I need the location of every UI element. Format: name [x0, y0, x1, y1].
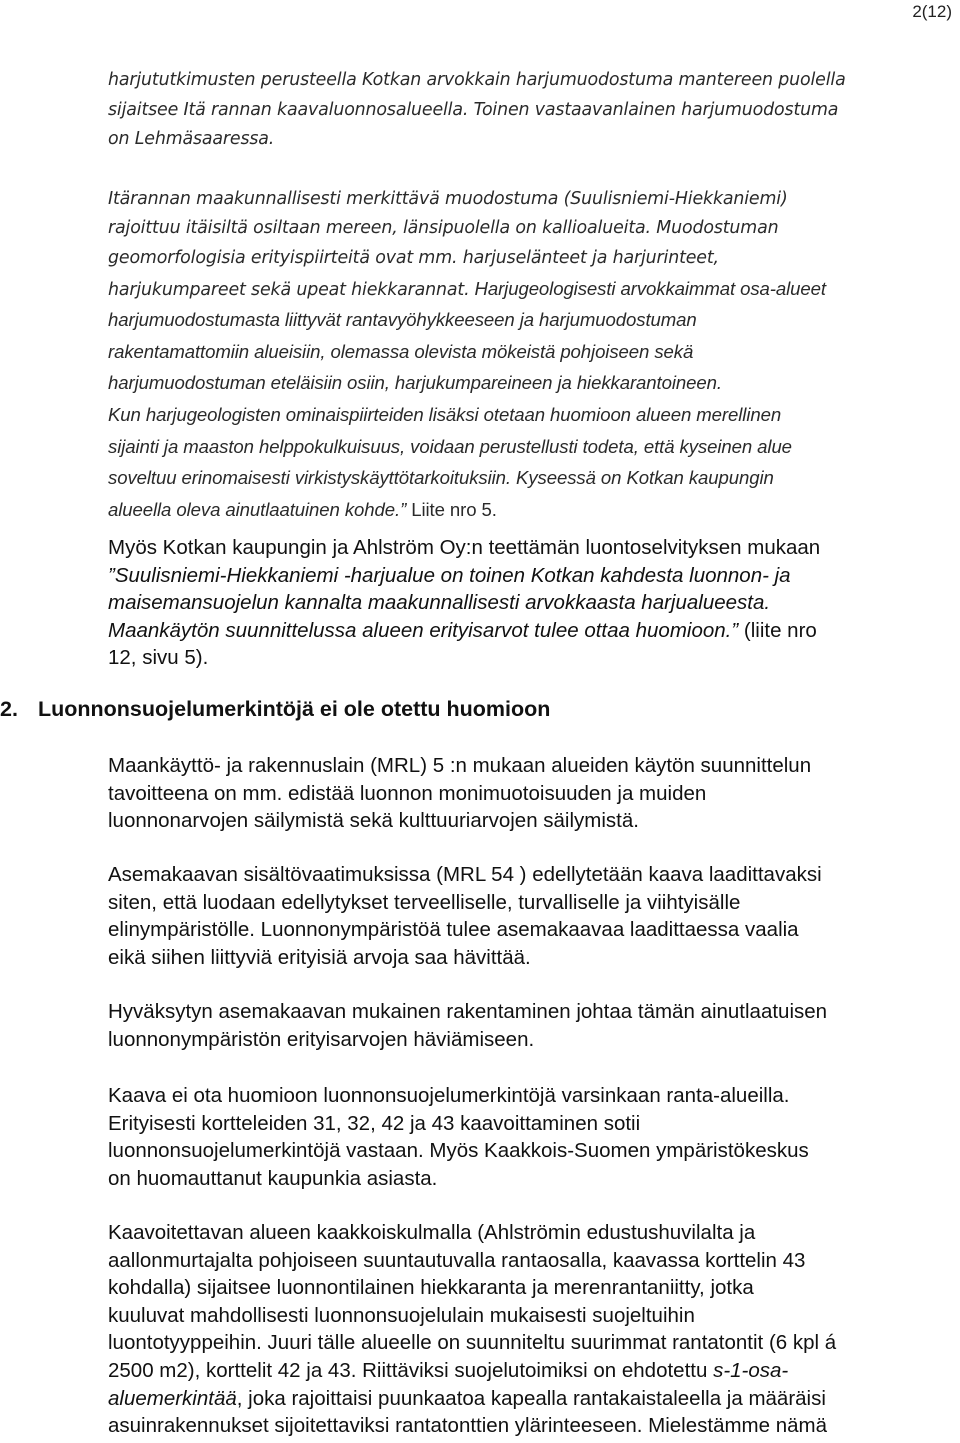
text-line: Erityisesti kortteleiden 31, 32, 42 ja 43 kaavoittaminen sotii	[108, 1111, 641, 1135]
text-line: Harjugeologisesti arvokkaimmat osa-alueet	[469, 277, 826, 299]
text-line: aallonmurtajalta pohjoiseen suuntautuvalla rantaosalla, kaavassa korttelin 43	[108, 1248, 806, 1272]
text-line: Kaava ei ota huomioon luonnonsuojelumerkintöjä varsinkaan ranta-alueilla.	[108, 1084, 790, 1107]
quoted-excerpt	[108, 66, 948, 526]
text-line: , joka rajoittaisi puunkaatoa kapealla rantakaistaleella ja määräisi	[236, 1386, 826, 1410]
text-line: luonnonympäristön erityisarvojen häviämiseen.	[108, 1027, 535, 1051]
text-line: Maankäyttö- ja rakennuslain (MRL) 5 :n mukaan alueiden käytön suunnittelun	[108, 754, 812, 777]
text-line: tavoitteena on mm. edistää luonnon monimuotoisuuden ja muiden	[108, 781, 707, 805]
text-line: (liite nro	[738, 618, 817, 642]
text-line: luontotyyppeihin. Juuri tälle alueelle on suunniteltu suurimmat rantatontit (6 kpl á	[108, 1331, 837, 1355]
paragraph-ranta-alueet	[108, 1082, 948, 1192]
text-line: rakentamattomiin alueisiin, olemassa olevista mökeistä pohjoiseen sekä	[108, 340, 694, 362]
quote-paragraph-2	[108, 185, 948, 527]
text-line: luonnonarvojen säilymistä sekä kulttuuriarvojen säilymistä.	[108, 809, 639, 833]
section-number: 2.	[0, 697, 18, 721]
paragraph-luontoselvitys	[108, 534, 948, 672]
attachment-reference: Liite nro 5.	[406, 498, 497, 520]
text-line: 2500 m2), korttelit 42 ja 43. Riittäviksi suojelutoimiksi on ehdotettu	[108, 1358, 714, 1382]
text-line: alueella oleva ainutlaatuinen kohde.”	[108, 498, 407, 520]
text-line: geomorfologisia erityispiirteitä ovat mm. harjuselänteet ja harjurinteet,	[108, 247, 719, 268]
text-line: siten, että luodaan edellytykset terveelliselle, turvalliselle ja viihtyisälle	[108, 890, 741, 914]
quoted-line: ”Suulisniemi-Hiekkaniemi -harjualue on toinen Kotkan kahdesta luonnon- ja	[108, 563, 791, 587]
text-line: harjumuodostuman eteläisiin osiin, harjukumpareineen ja hiekkarantoineen.	[108, 372, 722, 394]
text-line: on Lehmäsaaressa.	[108, 129, 275, 150]
text-line: Kaavoitettavan alueen kaakkoiskulmalla (Ahlströmin edustushuvilalta ja	[108, 1221, 756, 1244]
paragraph-kaakkoiskulma	[108, 1219, 958, 1440]
text-line: 12, sivu 5).	[108, 646, 209, 670]
italic-term: aluemerkintää	[108, 1386, 237, 1410]
text-line: harjukumpareet sekä upeat hiekkarannat.	[108, 279, 470, 300]
text-line: asuinrakennukset sijoitettaviksi rantatonttien ylärinteeseen. Mielestämme nämä	[108, 1414, 828, 1438]
paragraph-mrl-5	[108, 752, 948, 835]
text-line: rajoittuu itäisiltä osiltaan mereen, länsipuolella on kallioalueita. Muodostuman	[108, 218, 779, 239]
quoted-line: maisemansuojelun kannalta maakunnallisesti arvokkaasta harjualueesta.	[108, 591, 771, 615]
text-line: sijaitsee Itä rannan kaavaluonnosalueella. Toinen vastaavanlainen harjumuodostuma	[108, 99, 839, 120]
page-number: 2(12)	[912, 2, 952, 21]
text-line: Myös Kotkan kaupungin ja Ahlström Oy:n teettämän luontoselvityksen mukaan	[108, 536, 821, 559]
text-line: luonnonsuojelumerkintöjä vastaan. Myös Kaakkois-Suomen ympäristökeskus	[108, 1139, 809, 1163]
text-line: Itärannan maakunnallisesti merkittävä muodostuma (Suulisniemi-Hiekkaniemi)	[108, 188, 788, 209]
text-line: Asemakaavan sisältövaatimuksissa (MRL 54 ) edellytetään kaava laadittavaksi	[108, 863, 822, 886]
section-title: Luonnonsuojelumerkintöjä ei ole otettu huomioon	[38, 697, 551, 721]
text-line: kohdalla) sijaitsee luonnontilainen hiekkaranta ja merenrantaniitty, jotka	[108, 1276, 754, 1300]
quote-paragraph-1	[108, 66, 948, 155]
text-line: kuuluvat mahdollisesti luonnonsuojelulain mukaisesti suojeltuihin	[108, 1303, 695, 1327]
text-line: eikä siihen liittyviä erityisiä arvoja saa hävittää.	[108, 945, 531, 969]
paragraph-mrl-54	[108, 861, 948, 971]
italic-term: s-1-osa-	[713, 1358, 789, 1382]
text-line: sijainti ja maaston helppokulkuisuus, voidaan perustellusti todeta, että kyseinen alue	[108, 435, 792, 457]
text-line: elinympäristölle. Luonnonympäristöä tulee asemakaavaa laadittaessa vaalia	[108, 918, 799, 942]
text-line: Hyväksytyn asemakaavan mukainen rakentaminen johtaa tämän ainutlaatuisen	[108, 1000, 828, 1023]
text-line: Kun harjugeologisten ominaispiirteiden lisäksi otetaan huomioon alueen merellinen	[108, 403, 782, 425]
text-line: on huomauttanut kaupunkia asiasta.	[108, 1166, 438, 1190]
text-line: harjumuodostumasta liittyvät rantavyöhykkeeseen ja harjumuodostuman	[108, 309, 697, 331]
paragraph-hyvaksytty-kaava	[108, 998, 948, 1053]
text-line: soveltuu erinomaisesti virkistyskäyttötarkoituksiin. Kyseessä on Kotkan kaupungin	[108, 467, 774, 489]
text-line: harjututkimusten perusteella Kotkan arvokkain harjumuodostuma mantereen puolella	[108, 70, 846, 90]
quoted-line: Maankäytön suunnittelussa alueen erityisarvot tulee ottaa huomioon.”	[108, 618, 739, 642]
